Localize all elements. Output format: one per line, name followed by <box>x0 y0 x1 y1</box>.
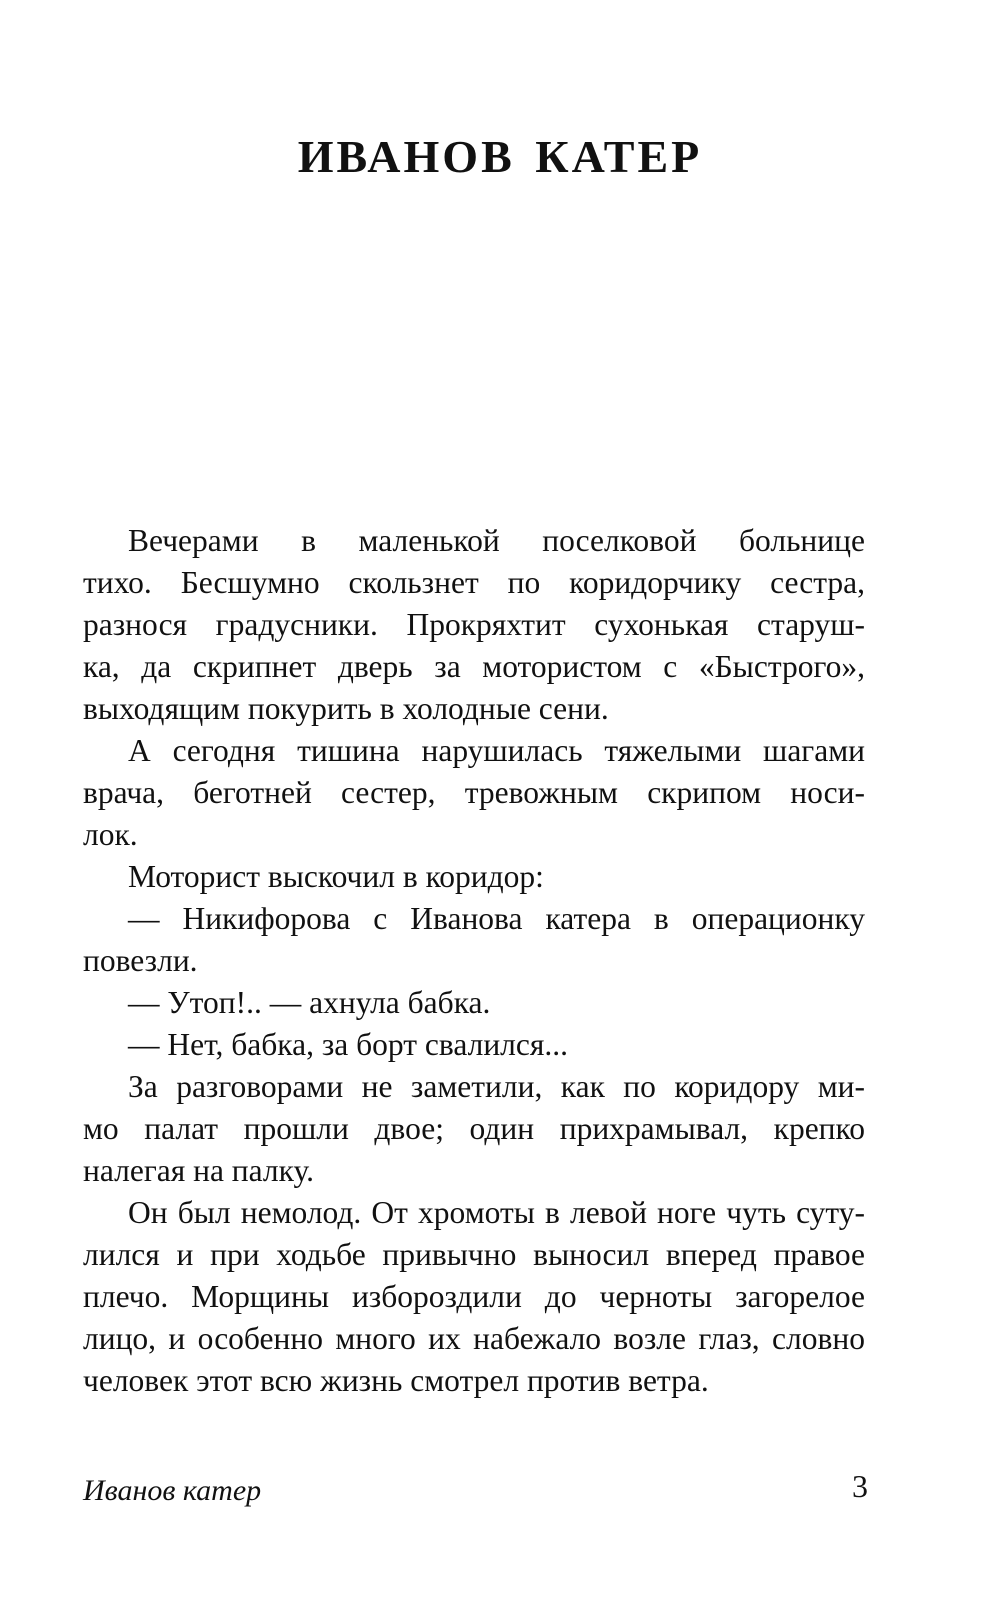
text-line: Моторист выскочил в коридор: <box>128 859 544 894</box>
text-line: — Нет, бабка, за борт свалился... <box>128 1027 568 1062</box>
text-line: лицо, и особенно много их набежало возле глаз, словно <box>83 1321 865 1356</box>
text-line: лился и при ходьбе привычно выносил вперед правое <box>83 1237 865 1272</box>
text-line: плечо. Морщины избороздили до черноты загорелое <box>83 1279 865 1314</box>
page-number: 3 <box>852 1468 868 1504</box>
text-line: тихо. Бесшумно скользнет по коридорчику сестра, <box>83 565 865 600</box>
paragraph <box>83 1024 865 1066</box>
paragraph <box>83 982 865 1024</box>
text-line: налегая на палку. <box>83 1153 314 1188</box>
text-line: разнося градусники. Прокряхтит сухонькая старуш- <box>83 607 865 642</box>
paragraph <box>83 856 865 898</box>
paragraph <box>83 520 865 730</box>
text-line: Вечерами в маленькой поселковой больнице <box>128 523 865 558</box>
chapter-title: ИВАНОВ КАТЕР <box>297 131 703 182</box>
text-line: мо палат прошли двое; один прихрамывал, крепко <box>83 1111 865 1146</box>
text-line: А сегодня тишина нарушилась тяжелыми шагами <box>128 733 865 768</box>
text-line: Он был немолод. От хромоты в левой ноге чуть суту- <box>128 1195 865 1230</box>
text-line: человек этот всю жизнь смотрел против ветра. <box>83 1363 709 1398</box>
paragraph <box>83 1066 865 1192</box>
text-line: врача, беготней сестер, тревожным скрипом носи- <box>83 775 865 810</box>
paragraph <box>83 1192 865 1402</box>
paragraph <box>83 730 865 856</box>
text-line: лок. <box>83 817 138 852</box>
text-line: За разговорами не заметили, как по коридору ми- <box>128 1069 865 1104</box>
text-line: — Никифорова с Иванова катера в операционку <box>128 901 865 936</box>
text-line: повезли. <box>83 943 198 978</box>
text-line: ка, да скрипнет дверь за мотористом с «Быстрого», <box>83 649 865 684</box>
running-title: Иванов катер <box>83 1474 262 1507</box>
body-text <box>83 520 865 1402</box>
text-line: — Утоп!.. — ахнула бабка. <box>128 985 491 1020</box>
text-line: выходящим покурить в холодные сени. <box>83 691 609 726</box>
paragraph <box>83 898 865 982</box>
